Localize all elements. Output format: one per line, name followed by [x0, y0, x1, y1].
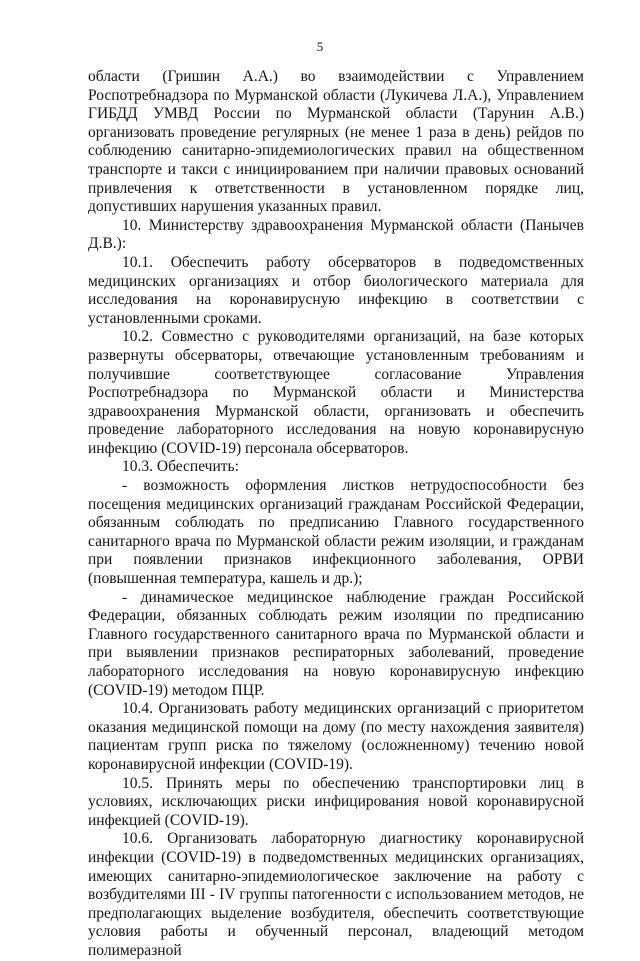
body-text — [88, 68, 584, 961]
paragraph-item-10-1: 10.1. Обеспечить работу обсерваторов в подведомственных медицинских организациях и отбор биологического материала для исследования на коронавирусную инфекцию в соответствии с установленными сроками. — [88, 253, 584, 327]
page-number: 5 — [316, 39, 324, 54]
paragraph-item-10-6: 10.6. Организовать лабораторную диагностику коронавирусной инфекции (COVID-19) в подведомственных медицинских организациях, имеющих санитарно-эпидемиологическое заключение на работу с возбудителями III - IV группы патогенности с использованием методов, не предполагающих выделение возбудителя, обеспечить соответствующие условия работы и обученный персонал, владеющий методом полимеразной — [88, 830, 584, 959]
paragraph-item-10-4: 10.4. Организовать работу медицинских организаций с приоритетом оказания медицинской помощи на дому (по месту нахождения заявителя) пациентам групп риска по тяжелому (осложненному) течению новой коронавирусной инфекции (COVID-19). — [88, 700, 584, 773]
paragraph-item-10-3: 10.3. Обеспечить: — [122, 458, 239, 476]
paragraph-item-10: 10. Министерству здравоохранения Мурманской области (Панычев Д.В.): — [88, 216, 584, 253]
paragraph-item-10-5: 10.5. Принять меры по обеспечению транспортировки лиц в условиях, исключающих риски инфицирования новой коронавирусной инфекцией (COVID-19). — [88, 774, 584, 829]
paragraph-continuation: области (Гришин А.А.) во взаимодействии с Управлением Роспотребнадзора по Мурманской области (Лукичева Л.А.), Управлением ГИБДД УМВД России по Мурманской области (Тарунин А.В.) организовать проведение регулярных (не менее 1 раза в день) рейдов по соблюдению санитарно-эпидемиологических правил на общественном транспорте и такси с инициированием при наличии правовых оснований привлечения к ответственности в установленном порядке лиц, допустивших нарушения указанных правил. — [88, 68, 584, 216]
paragraph-bullet-sick-leave: - возможность оформления листков нетрудоспособности без посещения медицинских организаций гражданам Российской Федерации, обязанным соблюдать по предписанию Главного государственного санитарного врача по Мурманской области режим изоляции, и гражданам при появлении признаков инфекционного заболевания, ОРВИ (повышенная температура, кашель и др.); — [88, 477, 584, 588]
paragraph-item-10-2: 10.2. Совместно с руководителями организаций, на базе которых развернуты обсерваторы, отвечающие установленным требованиям и получившие соответствующее согласование Управления Роспотребнадзора по Мурманской области и Министерства здравоохранения Мурманской области, организовать и обеспечить проведение лабораторного исследования на новую коронавирусную инфекцию (COVID-19) персонала обсерваторов. — [88, 328, 584, 457]
paragraph-bullet-monitoring: - динамическое медицинское наблюдение граждан Российской Федерации, обязанных соблюдать режим изоляции по предписанию Главного государственного санитарного врача по Мурманской области и при выявлении признаков респираторных заболеваний, проведение лабораторного исследования на новую коронавирусную инфекцию (COVID-19) методом ПЦР. — [88, 588, 584, 699]
